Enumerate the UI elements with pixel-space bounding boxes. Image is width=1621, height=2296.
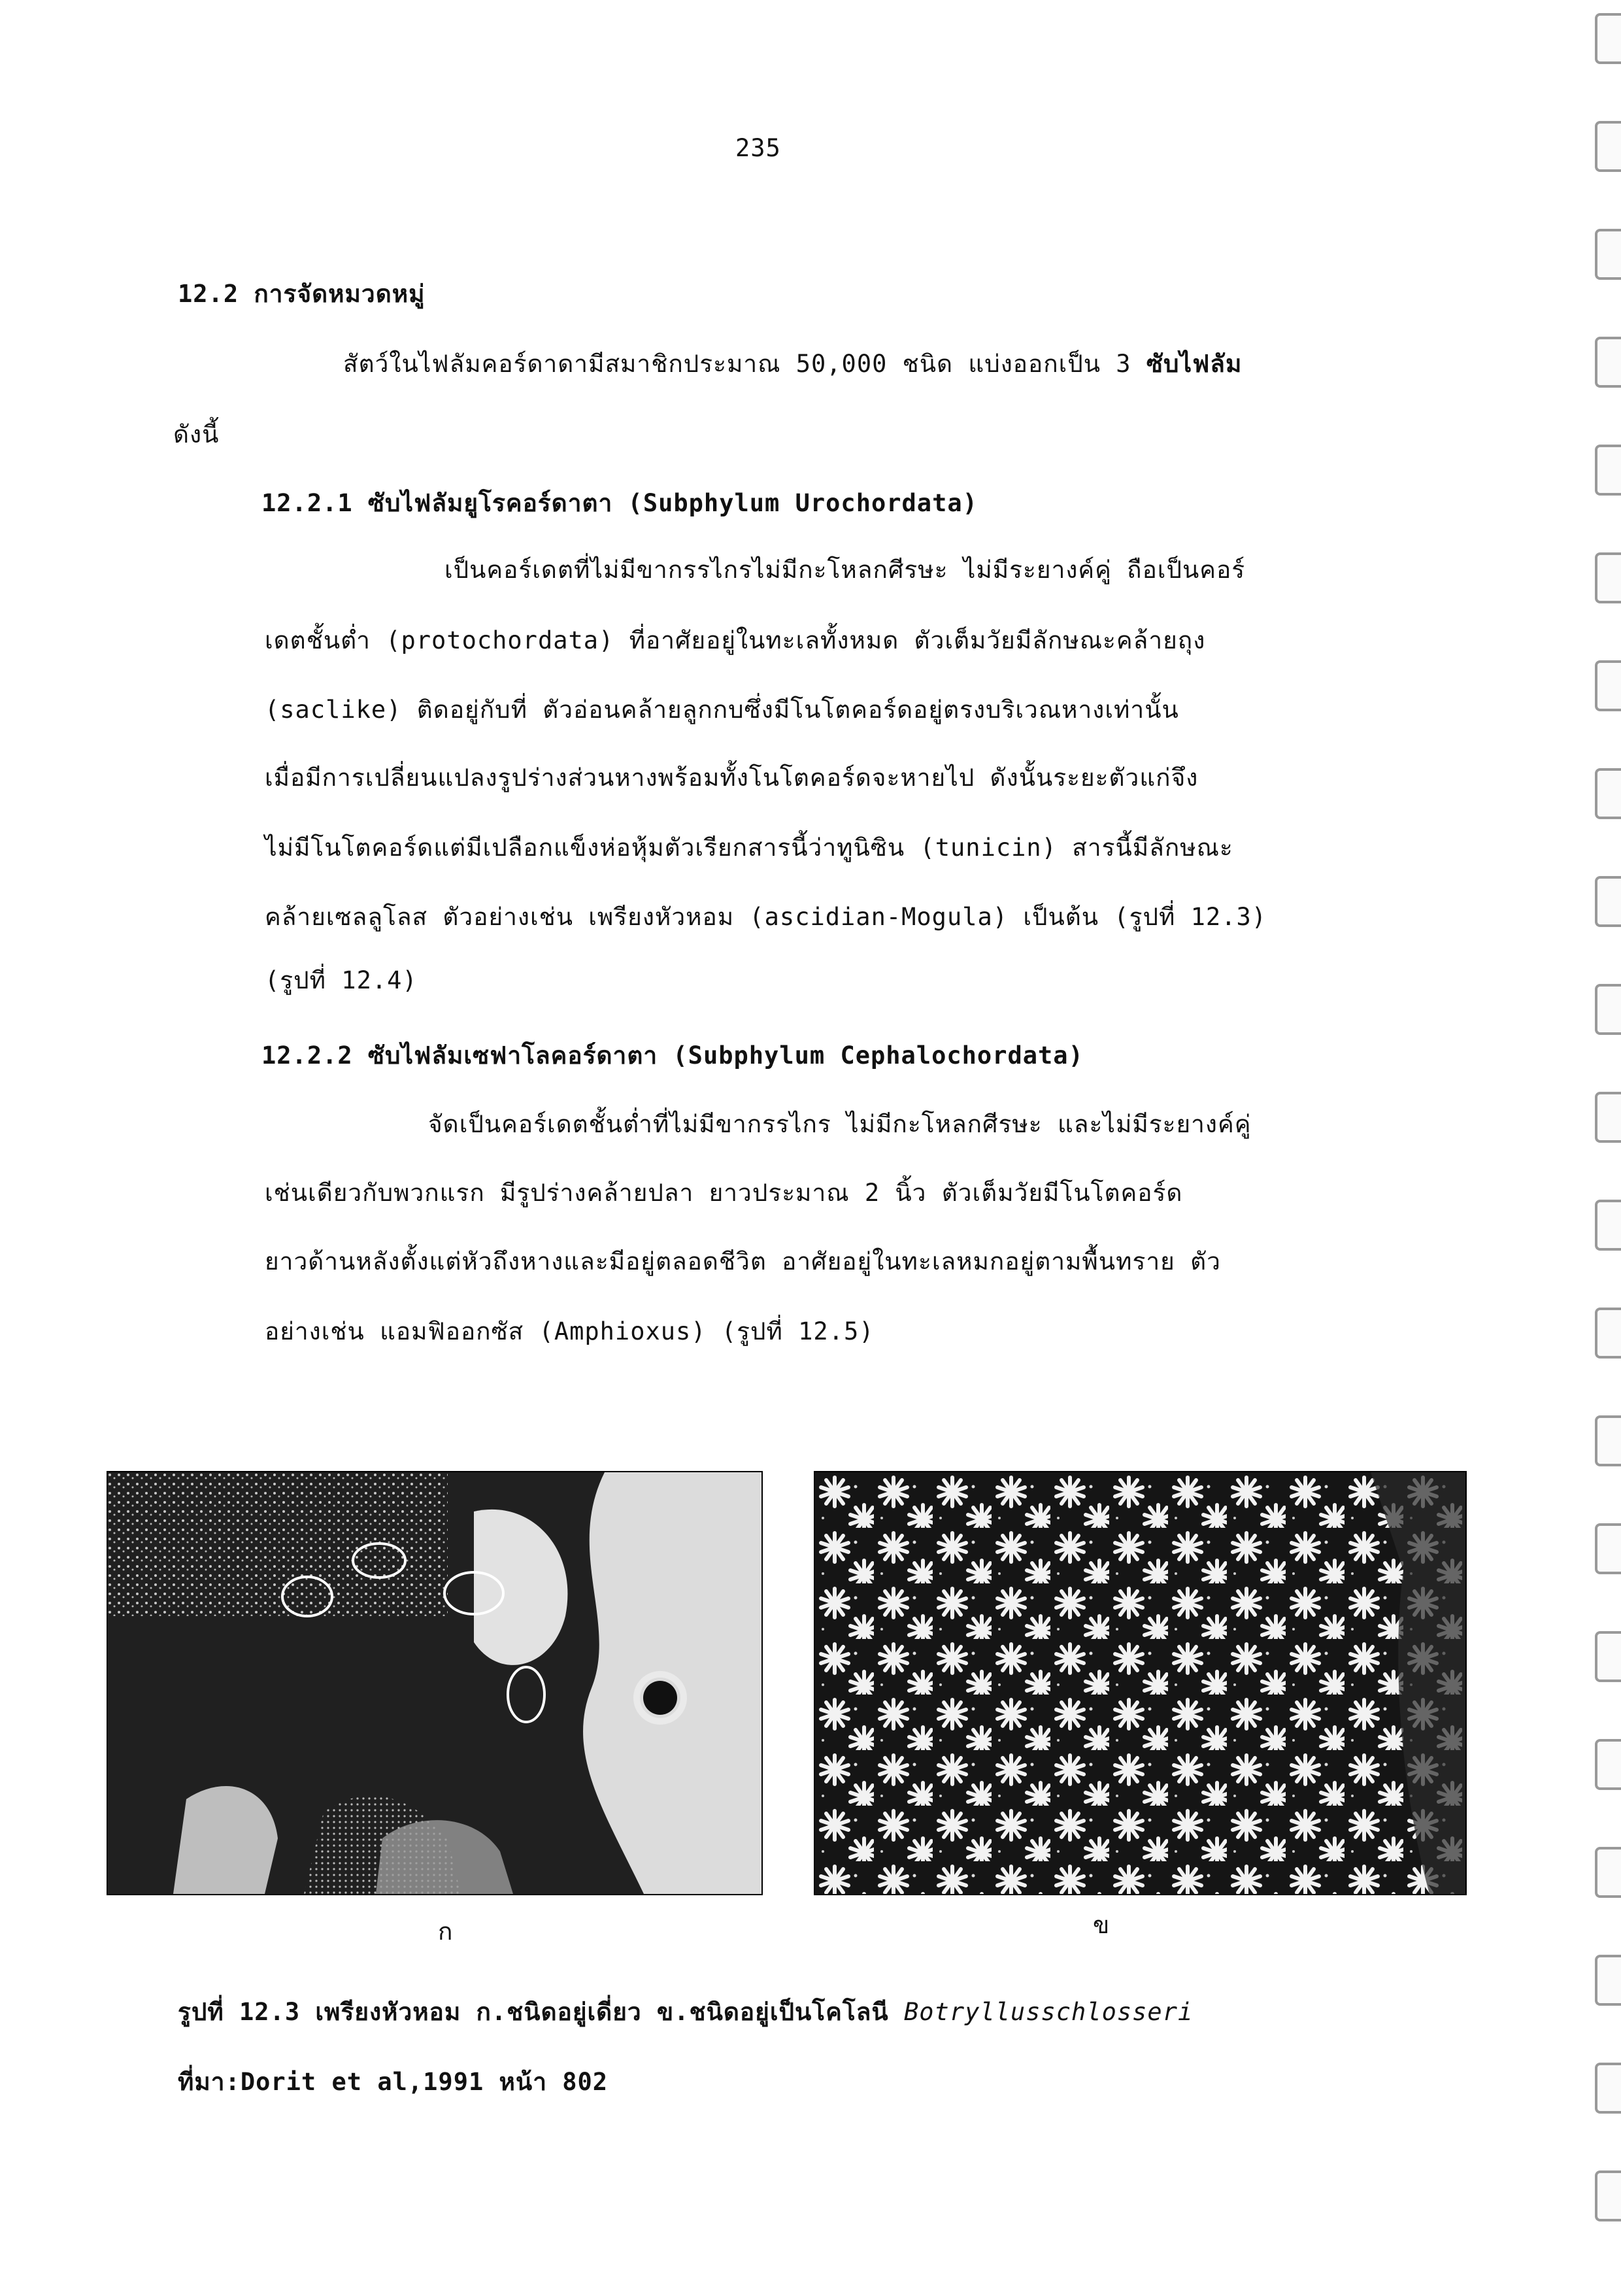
binder-ring: [1595, 768, 1621, 819]
figure-source: ที่มา:Dorit et al,1991 หน้า 802: [178, 2068, 609, 2096]
binder-ring: [1595, 445, 1621, 496]
sub1-line: เมื่อมีการเปลี่ยนแปลงรูปร่างส่วนหางพร้อมทั้งโนโตคอร์ดจะหายไป ดังนั้นระยะตัวแก่จึง: [265, 764, 1199, 792]
figure-photo-a: [107, 1471, 763, 1895]
sub2-line: จัดเป็นคอร์เดตชั้นต่ำที่ไม่มีขากรรไกร ไม่มีกะโหลกศีรษะ และไม่มีระยางค์คู่: [428, 1110, 1252, 1138]
binder-ring: [1595, 1955, 1621, 2006]
binder-ring: [1595, 1739, 1621, 1790]
caption-species: Botryllusschlosseri: [904, 1998, 1194, 2026]
binder-ring: [1595, 876, 1621, 927]
binder-ring: [1595, 229, 1621, 280]
binder-ring: [1595, 1415, 1621, 1466]
photo-b-image: [815, 1472, 1465, 1894]
binder-ring: [1595, 984, 1621, 1035]
sub1-line: คล้ายเซลลูโลส ตัวอย่างเช่น เพรียงหัวหอม (ascidian-Mogula) เป็นต้น (รูปที่ 12.3): [265, 903, 1267, 931]
binder-ring: [1595, 552, 1621, 603]
sub2-line: อย่างเช่น แอมฟิออกซัส (Amphioxus) (รูปที่ 12.5): [265, 1317, 875, 1345]
sub1-line: ไม่มีโนโตคอร์ดแต่มีเปลือกแข็งห่อหุ้มตัวเรียกสารนี้ว่าทูนิซิน (tunicin) สารนี้มีลักษณะ: [265, 834, 1233, 862]
binder-ring: [1595, 1847, 1621, 1898]
binder-ring: [1595, 660, 1621, 711]
intro-line-2: ดังนี้: [173, 420, 220, 448]
binder-ring: [1595, 2170, 1621, 2221]
caption-text: รูปที่ 12.3 เพรียงหัวหอม ก.ชนิดอยู่เดี่ยว ข.ชนิดอยู่เป็นโคโลนี: [178, 1998, 889, 2026]
section-heading: 12.2 การจัดหมวดหมู่: [178, 280, 426, 308]
intro-text: สัตว์ในไฟลัมคอร์ดาดามีสมาชิกประมาณ 50,000 ชนิด แบ่งออกเป็น 3: [343, 350, 1131, 378]
binder-ring: [1595, 1308, 1621, 1359]
figure-caption: [178, 1993, 1193, 2031]
figure-label-a: ก: [438, 1917, 454, 1946]
sub2-line: ยาวด้านหลังตั้งแต่หัวถึงหางและมีอยู่ตลอดชีวิต อาศัยอยู่ในทะเลหมกอยู่ตามพื้นทราย ตัว: [265, 1247, 1221, 1275]
binder-ring: [1595, 1523, 1621, 1574]
sub1-line: (saclike) ติดอยู่กับที่ ตัวอ่อนคล้ายลูกกบซึ่งมีโนโตคอร์ดอยู่ตรงบริเวณหางเท่านั้น: [265, 696, 1179, 724]
sub2-line: เช่นเดียวกับพวกแรก มีรูปร่างคล้ายปลา ยาวประมาณ 2 นิ้ว ตัวเต็มวัยมีโนโตคอร์ด: [265, 1179, 1183, 1207]
binder-ring: [1595, 1092, 1621, 1143]
sub1-line: (รูปที่ 12.4): [265, 966, 418, 994]
photo-a-image: [108, 1472, 761, 1894]
intro-bold-term: ซับไฟลัม: [1146, 350, 1243, 378]
figure-photo-b: [814, 1471, 1467, 1895]
sub1-line: เป็นคอร์เดตที่ไม่มีขากรรไกรไม่มีกะโหลกศีรษะ ไม่มีระยางค์คู่ ถือเป็นคอร์: [444, 556, 1246, 584]
subsection-2-heading: 12.2.2 ซับไฟลัมเซฟาโลคอร์ดาตา (Subphylum Cephalochordata): [261, 1041, 1084, 1070]
figure-label-b: ข: [1093, 1911, 1111, 1939]
binder-ring: [1595, 1631, 1621, 1682]
binder-ring: [1595, 337, 1621, 388]
binder-ring: [1595, 13, 1621, 64]
subsection-1-heading: 12.2.1 ซับไฟลัมยูโรคอร์ดาตา (Subphylum Urochordata): [261, 489, 978, 517]
binder-ring: [1595, 1200, 1621, 1251]
binder-ring: [1595, 2063, 1621, 2114]
intro-line-1: [343, 345, 1242, 383]
page-number: 235: [735, 134, 781, 162]
sub1-line: เดตชั้นต่ำ (protochordata) ที่อาศัยอยู่ในทะเลทั้งหมด ตัวเต็มวัยมีลักษณะคล้ายถุง: [265, 626, 1206, 654]
binder-ring: [1595, 121, 1621, 172]
